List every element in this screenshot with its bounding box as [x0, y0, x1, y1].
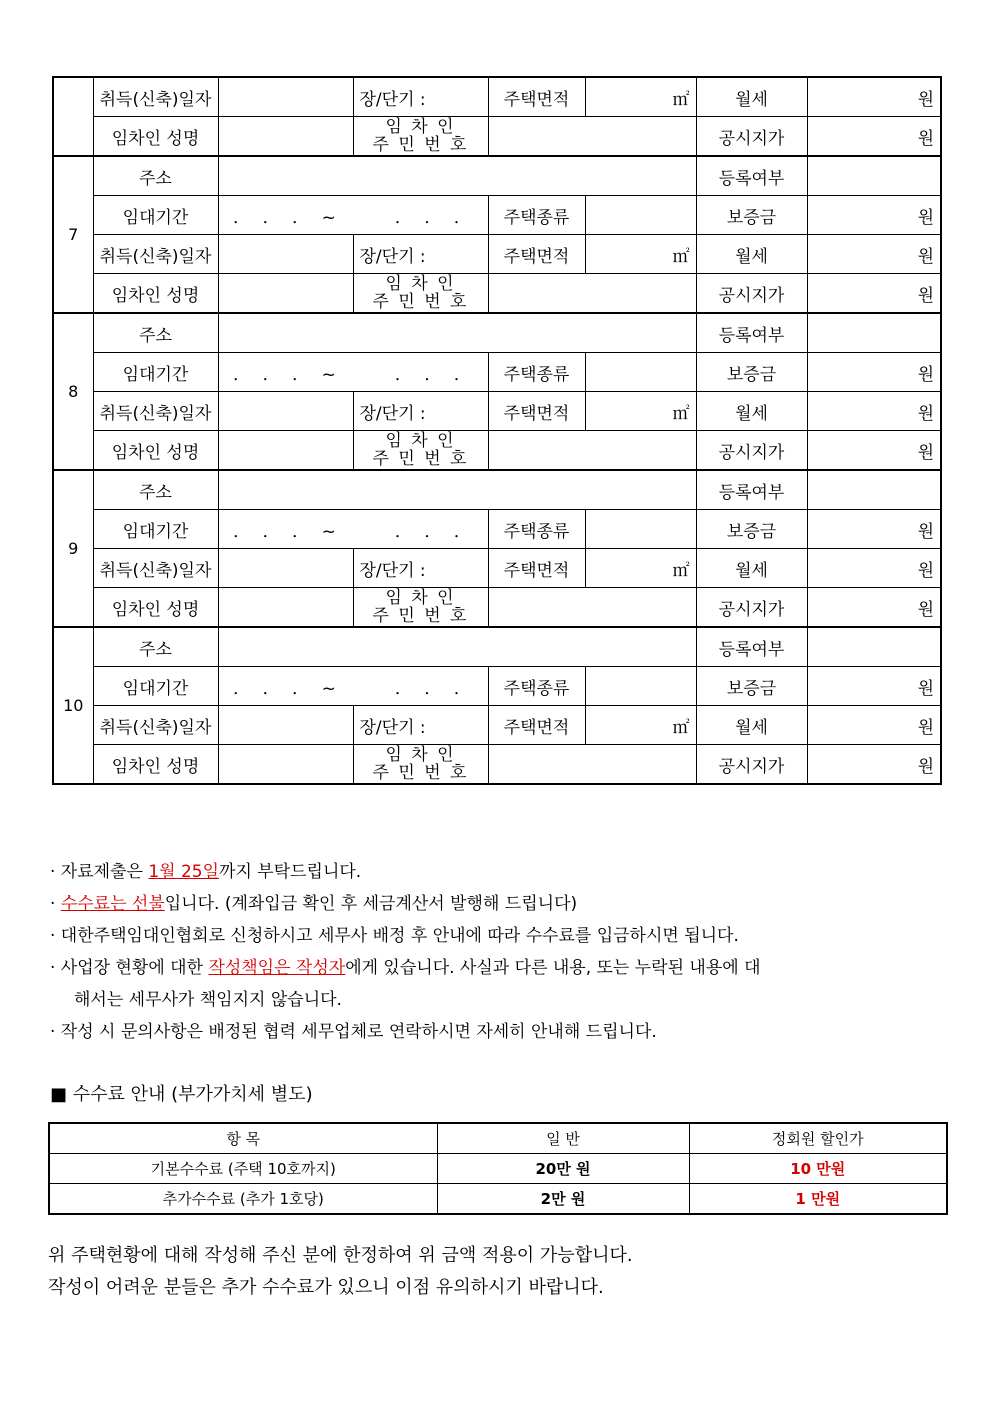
registered-field[interactable]	[807, 627, 941, 667]
form-row-acquired	[53, 392, 941, 431]
tenant-name-label: 임차인 성명	[93, 117, 218, 157]
monthly-rent-label: 월세	[696, 392, 807, 431]
acquired-date-field[interactable]	[218, 706, 353, 745]
form-row-period	[53, 353, 941, 392]
tenant-name-label: 임차인 성명	[93, 274, 218, 314]
deposit-label: 보증금	[696, 510, 807, 549]
tenant-id-label-line1: 임 차 인	[385, 745, 456, 765]
note-inquiry: · 작성 시 문의사항은 배정된 협력 세무업체로 연락하시면 자세히 안내해 드립니다.	[50, 1022, 657, 1042]
tenant-id-label-line2: 주 민 번 호	[372, 606, 469, 626]
fee-member: 10 만원	[689, 1154, 947, 1184]
acquired-date-field[interactable]	[218, 392, 353, 431]
period-field[interactable]: ． ． ． ~ ． ． ．	[218, 510, 488, 549]
fee-item: 추가수수료 (추가 1호당)	[49, 1184, 437, 1215]
address-field[interactable]	[218, 156, 696, 196]
prepaid-highlight: 수수료는 선불	[60, 894, 165, 914]
monthly-rent-field[interactable]: 원	[807, 549, 941, 588]
form-row-period	[53, 667, 941, 706]
term-field[interactable]: 장/단기 :	[353, 392, 488, 431]
deposit-label: 보증금	[696, 667, 807, 706]
public-price-label: 공시지가	[696, 431, 807, 471]
address-field[interactable]	[218, 627, 696, 667]
group-number-cell	[53, 77, 93, 156]
tenant-id-label-line2: 주 민 번 호	[372, 135, 469, 155]
acquired-date-field[interactable]	[218, 235, 353, 274]
tenant-id-label	[353, 274, 488, 314]
note-responsibility-cont: 해서는 세무사가 책임지지 않습니다.	[74, 990, 342, 1010]
tenant-name-field[interactable]	[218, 745, 353, 785]
house-type-field[interactable]	[585, 510, 696, 549]
house-type-label: 주택종류	[488, 510, 585, 549]
group-number: 7	[53, 156, 93, 313]
public-price-label: 공시지가	[696, 745, 807, 785]
public-price-field[interactable]: 원	[807, 274, 941, 314]
term-field[interactable]: 장/단기 :	[353, 549, 488, 588]
note-responsibility: · 사업장 현황에 대한 작성책임은 작성자에게 있습니다. 사실과 다른 내용, 또는 누락된 내용에 대	[50, 958, 761, 978]
responsibility-highlight: 작성책임은 작성자	[208, 958, 346, 978]
form-row-tenant	[53, 117, 941, 157]
deposit-field[interactable]: 원	[807, 353, 941, 392]
monthly-rent-label: 월세	[696, 549, 807, 588]
fee-general: 2만 원	[437, 1184, 689, 1215]
footer-notice	[48, 1240, 633, 1304]
tenant-name-field[interactable]	[218, 588, 353, 628]
footer-line-1: 위 주택현황에 대해 작성해 주신 분에 한정하여 위 금액 적용이 가능합니다.	[48, 1245, 633, 1266]
public-price-field[interactable]: 원	[807, 431, 941, 471]
tenant-id-label-line2: 주 민 번 호	[372, 449, 469, 469]
tenant-id-label-line2: 주 민 번 호	[372, 763, 469, 783]
period-label: 임대기간	[93, 510, 218, 549]
group-number: 10	[53, 627, 93, 784]
term-field[interactable]: 장/단기 :	[353, 706, 488, 745]
fee-item: 기본수수료 (주택 10호까지)	[49, 1154, 437, 1184]
tenant-id-label	[353, 117, 488, 157]
public-price-field[interactable]: 원	[807, 745, 941, 785]
acquired-date-label: 취득(신축)일자	[93, 392, 218, 431]
house-type-field[interactable]	[585, 196, 696, 235]
area-label: 주택면적	[488, 77, 585, 117]
tenant-id-label	[353, 588, 488, 628]
public-price-label: 공시지가	[696, 274, 807, 314]
tenant-id-field[interactable]	[488, 274, 696, 314]
registered-label: 등록여부	[696, 313, 807, 353]
form-row-address	[53, 156, 941, 196]
period-field[interactable]: ． ． ． ~ ． ． ．	[218, 353, 488, 392]
term-field[interactable]: 장/단기 :	[353, 77, 488, 117]
public-price-label: 공시지가	[696, 588, 807, 628]
area-field[interactable]: ㎡	[585, 235, 696, 274]
monthly-rent-label: 월세	[696, 706, 807, 745]
area-field[interactable]: ㎡	[585, 706, 696, 745]
period-label: 임대기간	[93, 667, 218, 706]
monthly-rent-field[interactable]: 원	[807, 235, 941, 274]
house-status-form-table	[52, 76, 942, 785]
term-field[interactable]: 장/단기 :	[353, 235, 488, 274]
fee-header-row	[49, 1123, 947, 1154]
acquired-date-label: 취득(신축)일자	[93, 549, 218, 588]
tenant-name-label: 임차인 성명	[93, 431, 218, 471]
deposit-label: 보증금	[696, 353, 807, 392]
fee-row-basic	[49, 1154, 947, 1184]
registered-label: 등록여부	[696, 627, 807, 667]
form-row-acquired	[53, 235, 941, 274]
footer-line-2: 작성이 어려운 분들은 추가 수수료가 있으니 이점 유의하시기 바랍니다.	[48, 1277, 604, 1298]
deposit-field[interactable]: 원	[807, 667, 941, 706]
fee-general: 20만 원	[437, 1154, 689, 1184]
deposit-label: 보증금	[696, 196, 807, 235]
note-apply: · 대한주택임대인협회로 신청하시고 세무사 배정 후 안내에 따라 수수료를 입금하시면 됩니다.	[50, 926, 739, 946]
fee-header-item: 항 목	[49, 1123, 437, 1154]
period-label: 임대기간	[93, 196, 218, 235]
form-row-tenant	[53, 588, 941, 628]
registered-label: 등록여부	[696, 470, 807, 510]
form-row-acquired	[53, 706, 941, 745]
period-field[interactable]: ． ． ． ~ ． ． ．	[218, 196, 488, 235]
area-label: 주택면적	[488, 549, 585, 588]
tenant-id-label-line1: 임 차 인	[385, 274, 456, 294]
tenant-id-label-line1: 임 차 인	[385, 431, 456, 451]
acquired-date-label: 취득(신축)일자	[93, 77, 218, 117]
house-type-label: 주택종류	[488, 196, 585, 235]
registered-field[interactable]	[807, 313, 941, 353]
area-label: 주택면적	[488, 706, 585, 745]
tenant-id-label-line1: 임 차 인	[385, 117, 456, 137]
acquired-date-field[interactable]	[218, 549, 353, 588]
public-price-field[interactable]: 원	[807, 117, 941, 157]
monthly-rent-field[interactable]: 원	[807, 706, 941, 745]
group-number: 9	[53, 470, 93, 627]
house-type-field[interactable]	[585, 667, 696, 706]
acquired-date-field[interactable]	[218, 77, 353, 117]
tenant-id-field[interactable]	[488, 745, 696, 785]
house-type-field[interactable]	[585, 353, 696, 392]
deadline-highlight: 1월 25일	[148, 862, 220, 882]
period-label: 임대기간	[93, 353, 218, 392]
form-row-acquired	[53, 549, 941, 588]
form-row-tenant	[53, 745, 941, 785]
tenant-name-label: 임차인 성명	[93, 588, 218, 628]
address-field[interactable]	[218, 313, 696, 353]
tenant-id-field[interactable]	[488, 588, 696, 628]
area-label: 주택면적	[488, 235, 585, 274]
form-row-period	[53, 510, 941, 549]
public-price-field[interactable]: 원	[807, 588, 941, 628]
fee-header-member: 정회원 할인가	[689, 1123, 947, 1154]
tenant-id-field[interactable]	[488, 431, 696, 471]
registered-label: 등록여부	[696, 156, 807, 196]
address-label: 주소	[93, 470, 218, 510]
public-price-label: 공시지가	[696, 117, 807, 157]
tenant-name-field[interactable]	[218, 117, 353, 157]
note-prepaid: · 수수료는 선불입니다. (계좌입금 확인 후 세금계산서 발행해 드립니다)	[50, 894, 578, 914]
address-label: 주소	[93, 627, 218, 667]
tenant-name-label: 임차인 성명	[93, 745, 218, 785]
form-row-address	[53, 470, 941, 510]
monthly-rent-field[interactable]: 원	[807, 392, 941, 431]
fee-table	[48, 1122, 948, 1215]
address-label: 주소	[93, 156, 218, 196]
registered-field[interactable]	[807, 470, 941, 510]
fee-header-general: 일 반	[437, 1123, 689, 1154]
tenant-id-label-line2: 주 민 번 호	[372, 292, 469, 312]
tenant-id-label-line1: 임 차 인	[385, 588, 456, 608]
area-field[interactable]: ㎡	[585, 392, 696, 431]
monthly-rent-label: 월세	[696, 235, 807, 274]
tenant-name-field[interactable]	[218, 274, 353, 314]
form-row-period	[53, 196, 941, 235]
acquired-date-label: 취득(신축)일자	[93, 706, 218, 745]
deposit-field[interactable]: 원	[807, 196, 941, 235]
form-row-tenant	[53, 431, 941, 471]
fee-member: 1 만원	[689, 1184, 947, 1215]
house-type-label: 주택종류	[488, 353, 585, 392]
deposit-field[interactable]: 원	[807, 510, 941, 549]
tenant-name-field[interactable]	[218, 431, 353, 471]
note-deadline: · 자료제출은 1월 25일까지 부탁드립니다.	[50, 862, 362, 882]
house-type-label: 주택종류	[488, 667, 585, 706]
form-row-tenant	[53, 274, 941, 314]
fee-section-title: ■ 수수료 안내 (부가가치세 별도)	[50, 1084, 313, 1105]
area-label: 주택면적	[488, 392, 585, 431]
form-row-acquired	[53, 77, 941, 117]
area-field[interactable]: ㎡	[585, 77, 696, 117]
address-label: 주소	[93, 313, 218, 353]
monthly-rent-label: 월세	[696, 77, 807, 117]
tenant-id-label	[353, 431, 488, 471]
group-number: 8	[53, 313, 93, 470]
tenant-id-field[interactable]	[488, 117, 696, 157]
monthly-rent-field[interactable]: 원	[807, 77, 941, 117]
registered-field[interactable]	[807, 156, 941, 196]
area-field[interactable]: ㎡	[585, 549, 696, 588]
fee-row-additional	[49, 1184, 947, 1215]
form-row-address	[53, 627, 941, 667]
acquired-date-label: 취득(신축)일자	[93, 235, 218, 274]
form-row-address	[53, 313, 941, 353]
notes	[50, 856, 950, 1048]
tenant-id-label	[353, 745, 488, 785]
period-field[interactable]: ． ． ． ~ ． ． ．	[218, 667, 488, 706]
address-field[interactable]	[218, 470, 696, 510]
